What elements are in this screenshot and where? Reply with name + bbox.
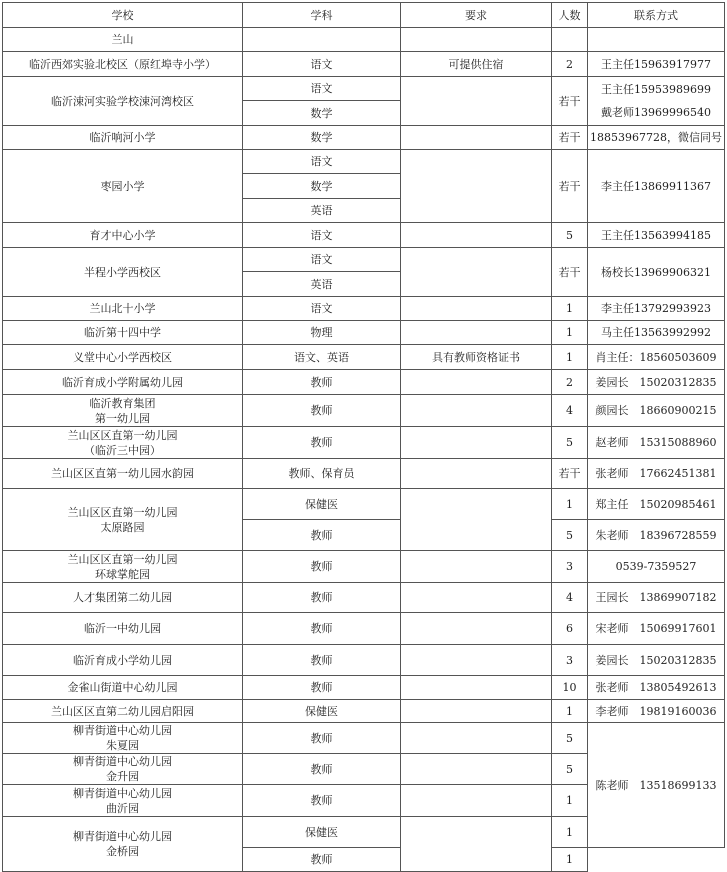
school-cell: 半程小学西校区 <box>3 248 243 297</box>
requirement-cell <box>401 613 552 645</box>
header-contact: 联系方式 <box>588 3 725 28</box>
subject-cell: 教师 <box>243 754 401 785</box>
contact-cell: 王主任15963917977 <box>588 52 725 77</box>
count-cell: 1 <box>552 321 588 345</box>
table-row <box>3 459 725 489</box>
school-line: （临沂三中园） <box>84 443 161 457</box>
school-cell: 育才中心小学 <box>3 223 243 248</box>
table-row <box>3 700 725 723</box>
table-row <box>3 613 725 645</box>
count-cell: 1 <box>552 345 588 370</box>
requirement-cell <box>401 370 552 395</box>
count-cell: 5 <box>552 223 588 248</box>
requirement-cell <box>401 395 552 427</box>
table-row <box>3 395 725 427</box>
count-cell: 6 <box>552 613 588 645</box>
count-cell: 4 <box>552 395 588 427</box>
school-cell: 枣园小学 <box>3 150 243 223</box>
contact-cell: 李老师 19819160036 <box>588 700 725 723</box>
subject-cell: 教师 <box>243 848 401 872</box>
table-row <box>3 723 725 754</box>
requirement-cell <box>401 645 552 676</box>
header-row <box>3 3 725 28</box>
subject-cell: 数学 <box>243 174 401 199</box>
count-cell: 若干 <box>552 150 588 223</box>
header-subject: 学科 <box>243 3 401 28</box>
contact-cell: 李主任13792993923 <box>588 297 725 321</box>
contact-cell: 姜园长 15020312835 <box>588 645 725 676</box>
header-school: 学校 <box>3 3 243 28</box>
contact-cell: 姜园长 15020312835 <box>588 370 725 395</box>
contact-line: 王主任15953989699 <box>601 83 711 96</box>
count-cell: 2 <box>552 52 588 77</box>
count-cell: 5 <box>552 427 588 459</box>
subject-cell: 教师 <box>243 551 401 583</box>
table-row <box>3 321 725 345</box>
requirement-cell <box>401 583 552 613</box>
count-cell: 若干 <box>552 459 588 489</box>
requirement-cell <box>401 297 552 321</box>
count-cell: 5 <box>552 723 588 754</box>
contact-cell: 王园长 13869907182 <box>588 583 725 613</box>
subject-cell: 教师 <box>243 427 401 459</box>
requirement-cell <box>401 754 552 785</box>
subject-cell: 保健医 <box>243 700 401 723</box>
table-row <box>3 489 725 520</box>
requirement-cell <box>401 248 552 297</box>
table-row <box>3 551 725 583</box>
subject-cell: 语文 <box>243 248 401 272</box>
subject-cell: 物理 <box>243 321 401 345</box>
requirement-cell: 具有教师资格证书 <box>401 345 552 370</box>
contact-cell: 0539-7359527 <box>588 551 725 583</box>
requirement-cell <box>401 459 552 489</box>
requirement-cell <box>401 700 552 723</box>
contact-cell: 赵老师 15315088960 <box>588 427 725 459</box>
requirement-cell <box>401 223 552 248</box>
school-cell: 临沂育成小学附属幼儿园 <box>3 370 243 395</box>
subject-cell: 教师 <box>243 785 401 817</box>
count-cell: 1 <box>552 489 588 520</box>
subject-cell: 保健医 <box>243 817 401 848</box>
requirement-cell <box>401 427 552 459</box>
school-cell <box>3 489 243 551</box>
count-cell: 5 <box>552 520 588 551</box>
school-cell <box>3 817 243 872</box>
contact-line: 戴老师13969996540 <box>601 106 711 119</box>
requirement-cell <box>401 321 552 345</box>
school-cell <box>3 395 243 427</box>
table-row <box>3 370 725 395</box>
requirement-cell <box>401 489 552 551</box>
school-cell: 临沂响河小学 <box>3 126 243 150</box>
school-line: 太原路园 <box>100 520 145 534</box>
subject-cell: 数学 <box>243 101 401 126</box>
requirement-cell <box>401 150 552 223</box>
count-cell: 1 <box>552 848 588 872</box>
subject-cell: 英语 <box>243 272 401 297</box>
school-line: 金桥园 <box>106 845 139 858</box>
school-line: 金升园 <box>106 770 139 783</box>
table-row <box>3 345 725 370</box>
contact-cell: 陈老师 13518699133 <box>588 723 725 848</box>
school-cell: 兰山区区直第一幼儿园水韵园 <box>3 459 243 489</box>
school-line: 朱夏园 <box>106 739 139 752</box>
school-line: 临沂教育集团 <box>89 396 156 410</box>
recruitment-table <box>2 2 725 872</box>
count-cell: 若干 <box>552 77 588 126</box>
contact-cell: 郑主任 15020985461 <box>588 489 725 520</box>
school-cell: 兰山北十小学 <box>3 297 243 321</box>
school-cell <box>3 754 243 785</box>
contact-cell: 王主任13563994185 <box>588 223 725 248</box>
contact-cell <box>588 77 725 126</box>
table-row <box>3 77 725 101</box>
subject-cell: 教师 <box>243 613 401 645</box>
contact-cell: 张老师 17662451381 <box>588 459 725 489</box>
school-cell <box>3 427 243 459</box>
school-cell <box>3 551 243 583</box>
district-row <box>3 28 725 52</box>
subject-cell: 语文 <box>243 223 401 248</box>
school-line: 第一幼儿园 <box>95 411 150 425</box>
subject-cell: 语文 <box>243 297 401 321</box>
table-row <box>3 583 725 613</box>
school-line: 柳青街道中心幼儿园 <box>73 724 172 737</box>
school-cell: 临沂涑河实验学校涑河湾校区 <box>3 77 243 126</box>
table-row <box>3 223 725 248</box>
count-cell: 2 <box>552 370 588 395</box>
contact-cell: 马主任13563992992 <box>588 321 725 345</box>
header-count: 人数 <box>552 3 588 28</box>
count-cell: 3 <box>552 551 588 583</box>
school-line: 柳青街道中心幼儿园 <box>73 755 172 768</box>
count-cell: 若干 <box>552 248 588 297</box>
school-cell: 临沂育成小学幼儿园 <box>3 645 243 676</box>
subject-cell: 教师 <box>243 395 401 427</box>
school-cell: 临沂第十四中学 <box>3 321 243 345</box>
contact-cell: 朱老师 18396728559 <box>588 520 725 551</box>
table-row <box>3 248 725 272</box>
subject-cell: 语文、英语 <box>243 345 401 370</box>
requirement-cell <box>401 723 552 754</box>
school-cell <box>3 723 243 754</box>
subject-cell: 教师 <box>243 520 401 551</box>
header-requirement: 要求 <box>401 3 552 28</box>
requirement-cell: 可提供住宿 <box>401 52 552 77</box>
school-cell: 人才集团第二幼儿园 <box>3 583 243 613</box>
contact-cell: 18853967728，微信同号 <box>588 126 725 150</box>
school-line: 柳青街道中心幼儿园 <box>73 830 172 843</box>
subject-cell: 教师 <box>243 645 401 676</box>
district-label: 兰山 <box>3 28 243 52</box>
table-row <box>3 297 725 321</box>
school-line: 兰山区区直第一幼儿园 <box>67 505 178 519</box>
requirement-cell <box>401 77 552 126</box>
count-cell: 若干 <box>552 126 588 150</box>
subject-cell: 教师 <box>243 723 401 754</box>
requirement-cell <box>401 551 552 583</box>
table-row <box>3 645 725 676</box>
school-cell: 临沂西郊实验北校区（原红埠寺小学） <box>3 52 243 77</box>
requirement-cell <box>401 126 552 150</box>
requirement-cell <box>401 817 552 872</box>
school-line: 环球掌舵园 <box>95 567 150 581</box>
table-row <box>3 126 725 150</box>
school-cell <box>3 785 243 817</box>
table-row <box>3 150 725 174</box>
count-cell: 3 <box>552 645 588 676</box>
subject-cell: 教师 <box>243 676 401 700</box>
contact-cell: 李主任13869911367 <box>588 150 725 223</box>
school-line: 兰山区区直第一幼儿园 <box>67 428 178 442</box>
subject-cell: 教师、保育员 <box>243 459 401 489</box>
requirement-cell <box>401 785 552 817</box>
contact-cell: 肖主任：18560503609 <box>588 345 725 370</box>
subject-cell: 保健医 <box>243 489 401 520</box>
count-cell: 4 <box>552 583 588 613</box>
school-cell: 义堂中心小学西校区 <box>3 345 243 370</box>
requirement-cell <box>401 676 552 700</box>
contact-cell: 杨校长13969906321 <box>588 248 725 297</box>
count-cell: 1 <box>552 297 588 321</box>
subject-cell: 教师 <box>243 583 401 613</box>
subject-cell: 英语 <box>243 199 401 223</box>
subject-cell: 教师 <box>243 370 401 395</box>
subject-cell: 数学 <box>243 126 401 150</box>
count-cell: 1 <box>552 700 588 723</box>
contact-cell: 宋老师 15069917601 <box>588 613 725 645</box>
table-row <box>3 52 725 77</box>
subject-cell: 语文 <box>243 52 401 77</box>
count-cell: 1 <box>552 785 588 817</box>
count-cell: 1 <box>552 817 588 848</box>
contact-cell: 颜园长 18660900215 <box>588 395 725 427</box>
school-line: 曲沂园 <box>106 801 139 815</box>
contact-cell: 张老师 13805492613 <box>588 676 725 700</box>
subject-cell: 语文 <box>243 77 401 101</box>
count-cell: 5 <box>552 754 588 785</box>
school-line: 兰山区区直第一幼儿园 <box>67 552 178 566</box>
table-row <box>3 676 725 700</box>
school-cell: 兰山区区直第二幼儿园启阳园 <box>3 700 243 723</box>
table-row <box>3 427 725 459</box>
subject-cell: 语文 <box>243 150 401 174</box>
school-cell: 金雀山街道中心幼儿园 <box>3 676 243 700</box>
school-cell: 临沂一中幼儿园 <box>3 613 243 645</box>
school-line: 柳青街道中心幼儿园 <box>73 786 172 800</box>
count-cell: 10 <box>552 676 588 700</box>
